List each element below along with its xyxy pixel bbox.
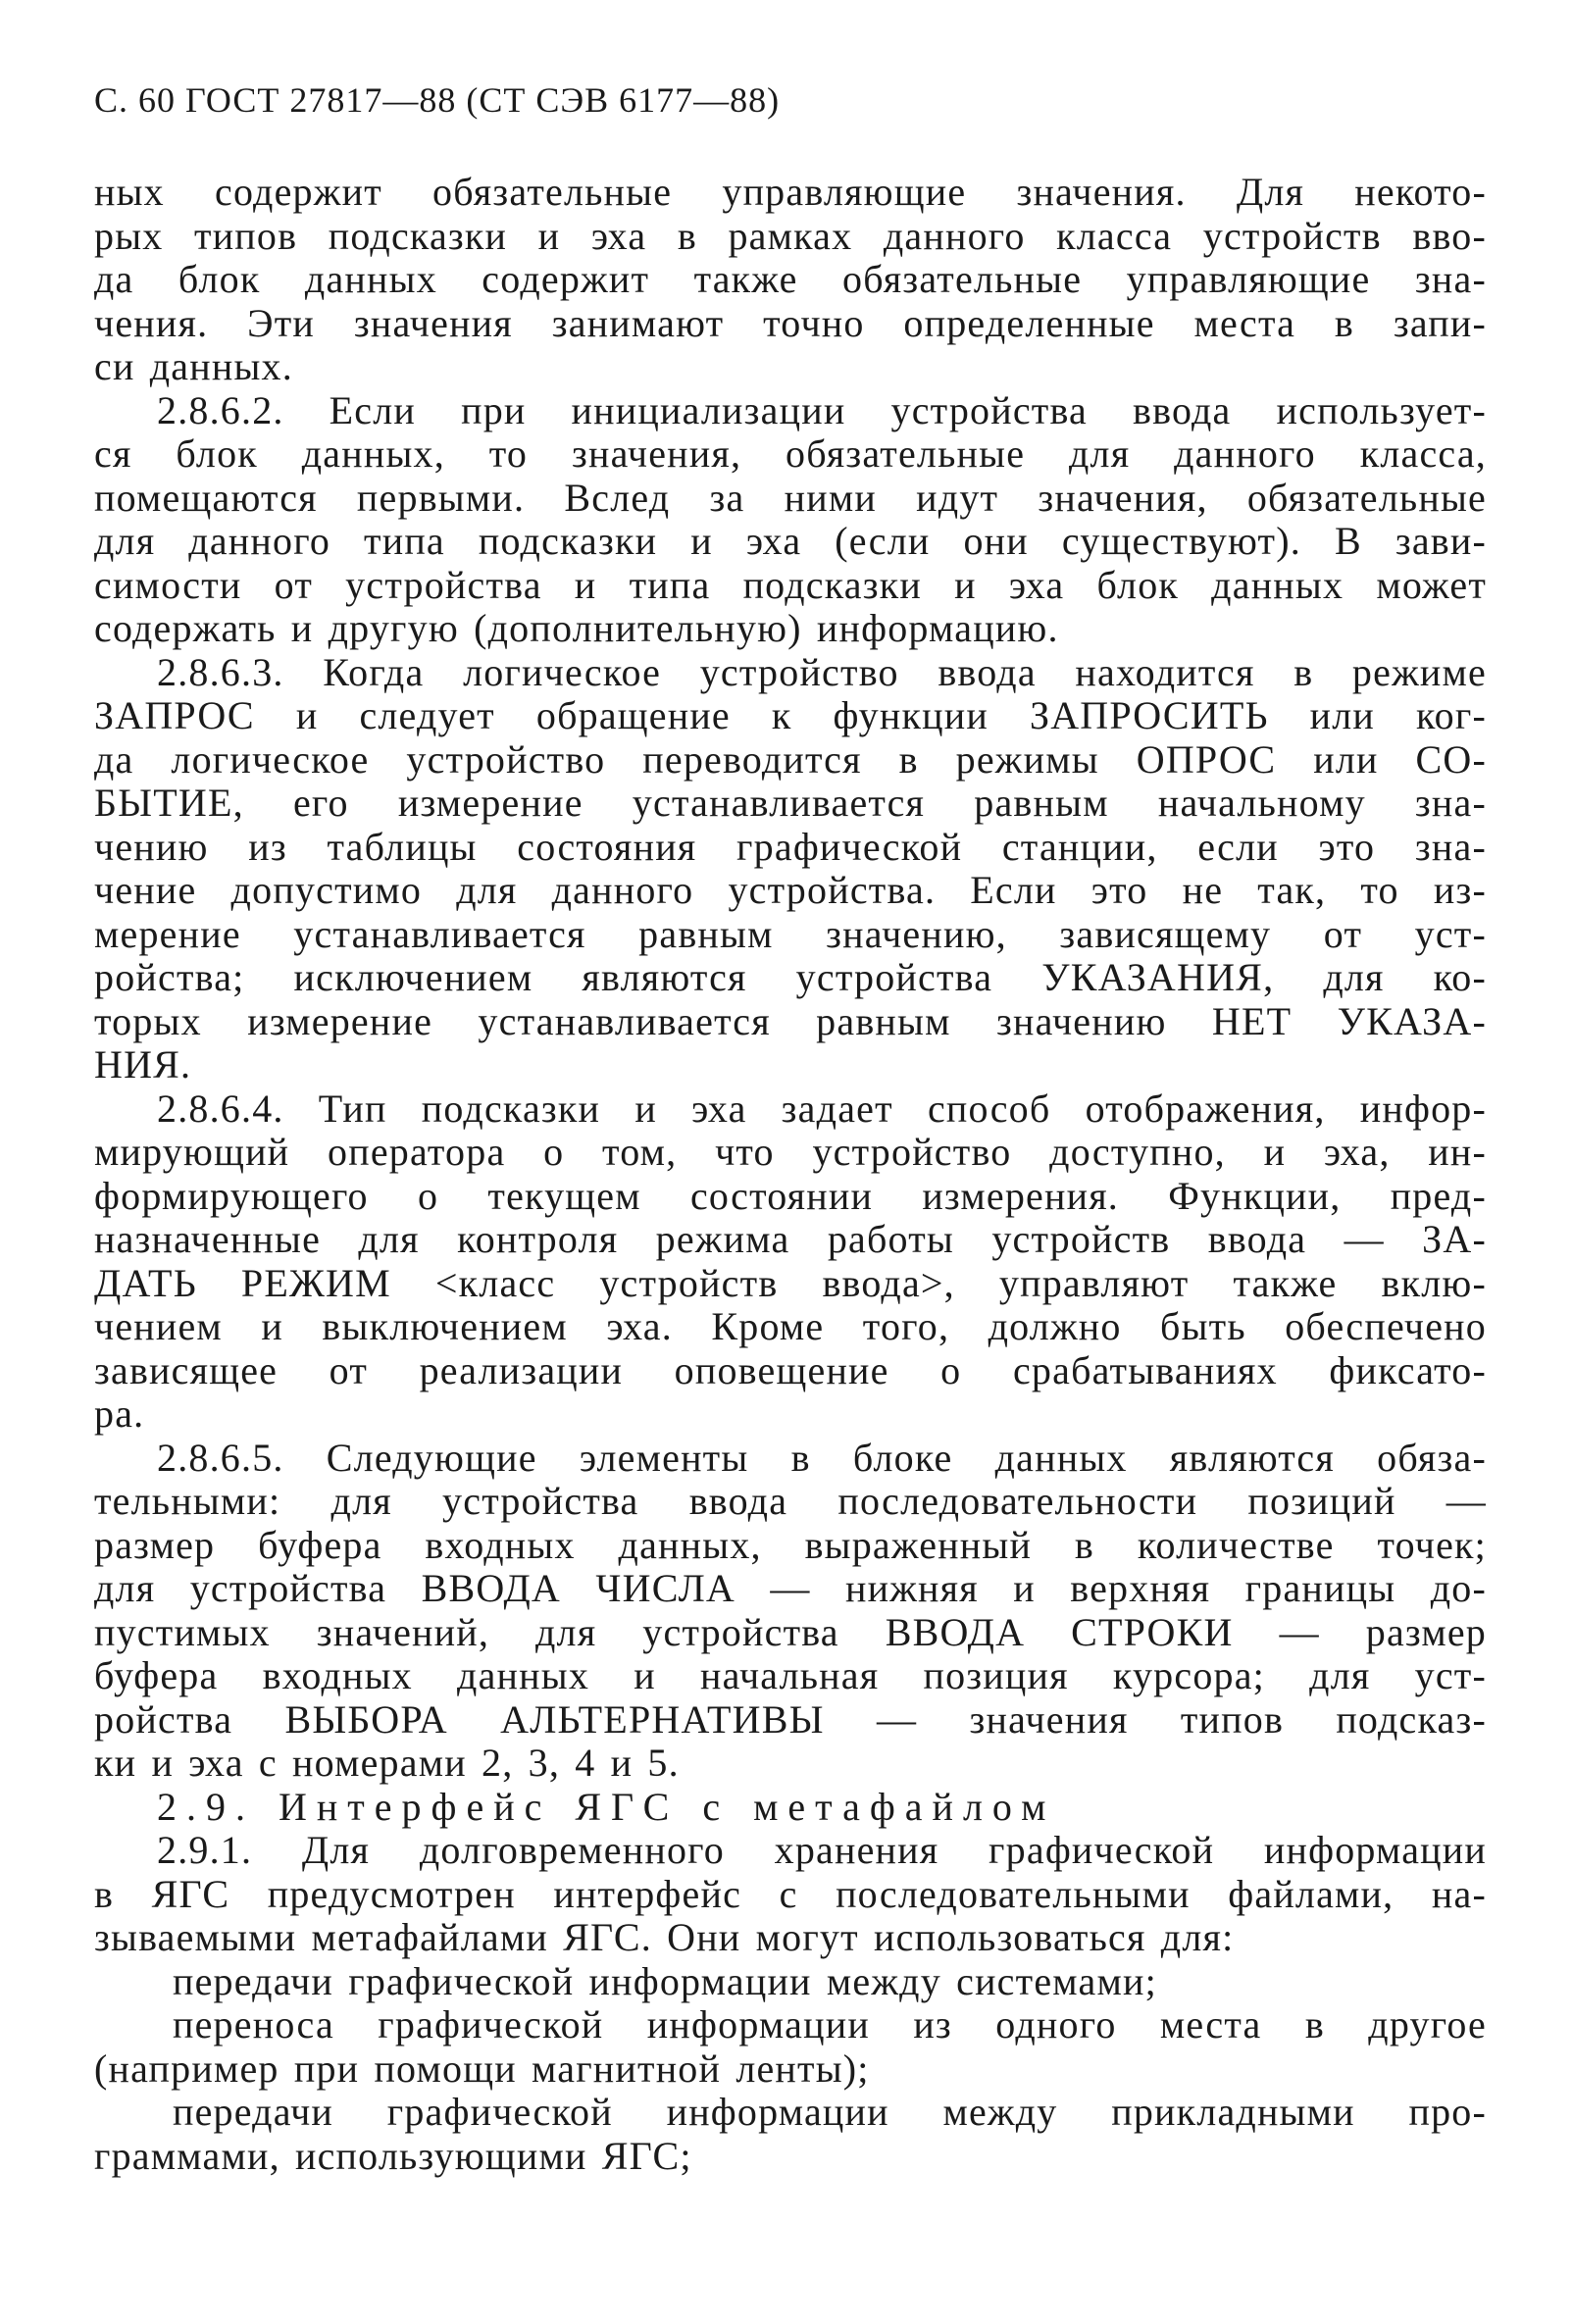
text-line: тельными: для устройства ввода последовательности позиций — (94, 1479, 1487, 1523)
text-line: буфера входных данных и начальная позиция курсора; для уст- (94, 1653, 1487, 1697)
text-line: передачи графической информации между прикладными про- (173, 2090, 1487, 2134)
text-line: си данных. (94, 344, 293, 388)
text-line: торых измерение устанавливается равным значению НЕТ УКАЗА- (94, 998, 1487, 1043)
paragraphs-2-9-1 (94, 1829, 1487, 2178)
text-line: ра. (94, 1391, 145, 1436)
text-line: 2.8.6.4. Тип подсказки и эха задает способ отображения, инфор- (157, 1086, 1487, 1131)
text-line: симости от устройства и типа подсказки и эха блок данных может (94, 562, 1487, 607)
text-line: в ЯГС предусмотрен интерфейс с последовательными файлами, на- (94, 1871, 1487, 1916)
text-line: чения. Эти значения занимают точно определенные места в запи- (94, 300, 1487, 345)
text-line: 2.8.6.3. Когда логическое устройство ввода находится в режиме (157, 649, 1487, 694)
text-line: мерение устанавливается равным значению, зависящему от уст- (94, 911, 1487, 956)
text-line: ДАТЬ РЕЖИМ <класс устройств ввода>, управляют также вклю- (94, 1260, 1487, 1305)
text-line: да логическое устройство переводится в режимы ОПРОС или СО- (94, 736, 1487, 782)
text-line: размер буфера входных данных, выраженный в количестве точек; (94, 1522, 1487, 1567)
text-line: назначенные для контроля режима работы устройств ввода — ЗА- (94, 1217, 1487, 1261)
document-page (94, 76, 1487, 2178)
text-line: ных содержит обязательные управляющие значения. Для некото- (94, 170, 1487, 214)
text-line: помещаются первыми. Вслед за ними идут значения, обязательные (94, 475, 1487, 520)
text-line: мирующий оператора о том, что устройство доступно, и эха, ин- (94, 1130, 1487, 1174)
running-header: С. 60 ГОСТ 27817—88 (СТ СЭВ 6177—88) (94, 80, 781, 120)
text-line: ройства; исключением являются устройства УКАЗАНИЯ, для ко- (94, 955, 1487, 999)
paragraphs-2-8-6 (94, 171, 1487, 1786)
text-line: передачи графической информации между системами; (173, 1958, 1157, 2003)
text-line: пустимых значений, для устройства ВВОДА СТРОКИ — размер (94, 1609, 1487, 1654)
text-line: чением и выключением эха. Кроме того, должно быть обеспечено (94, 1304, 1487, 1348)
text-line: 2.9.1. Для долговременного хранения графической информации (157, 1828, 1487, 1872)
text-line: НИЯ. (94, 1042, 192, 1086)
text-line: зываемыми метафайлами ЯГС. Они могут использоваться для: (94, 1915, 1235, 1959)
text-line: для устройства ВВОДА ЧИСЛА — нижняя и верхняя границы до- (94, 1566, 1487, 1610)
text-line: для данного типа подсказки и эха (если они существуют). В зави- (94, 519, 1487, 563)
text-line: 2.8.6.2. Если при инициализации устройства ввода использует- (157, 387, 1487, 432)
text-line: БЫТИЕ, его измерение устанавливается равным начальному зна- (94, 781, 1487, 825)
text-line: ки и эха с номерами 2, 3, 4 и 5. (94, 1741, 680, 1785)
text-line: зависящее от реализации оповещение о срабатываниях фиксато- (94, 1347, 1487, 1392)
text-line: граммами, использующими ЯГС; (94, 2133, 692, 2178)
text-line: формирующего о текущем состоянии измерения. Функции, пред- (94, 1173, 1487, 1218)
text-line: ЗАПРОС и следует обращение к функции ЗАПРОСИТЬ или ког- (94, 693, 1487, 737)
section-heading: 2.9. Интерфейс ЯГС с метафайлом (157, 1784, 1056, 1829)
text-line: ся блок данных, то значения, обязательные для данного класса, (94, 431, 1487, 476)
text-line: чению из таблицы состояния графической станции, если это зна- (94, 824, 1487, 869)
text-line: чение допустимо для данного устройства. Если это не так, то из- (94, 868, 1487, 912)
text-line: переноса графической информации из одного места в другое (173, 2002, 1487, 2046)
text-line: ройства ВЫБОРА АЛЬТЕРНАТИВЫ — значения типов подсказ- (94, 1696, 1487, 1742)
body-text (94, 171, 1487, 2178)
text-line: (например при помощи магнитной ленты); (94, 2046, 870, 2091)
text-line: 2.8.6.5. Следующие элементы в блоке данных являются обяза- (157, 1435, 1487, 1480)
text-line: да блок данных содержит также обязательные управляющие зна- (94, 257, 1487, 301)
text-line: содержать и другую (дополнительную) информацию. (94, 606, 1059, 650)
text-line: рых типов подсказки и эха в рамках данного класса устройств вво- (94, 213, 1487, 258)
